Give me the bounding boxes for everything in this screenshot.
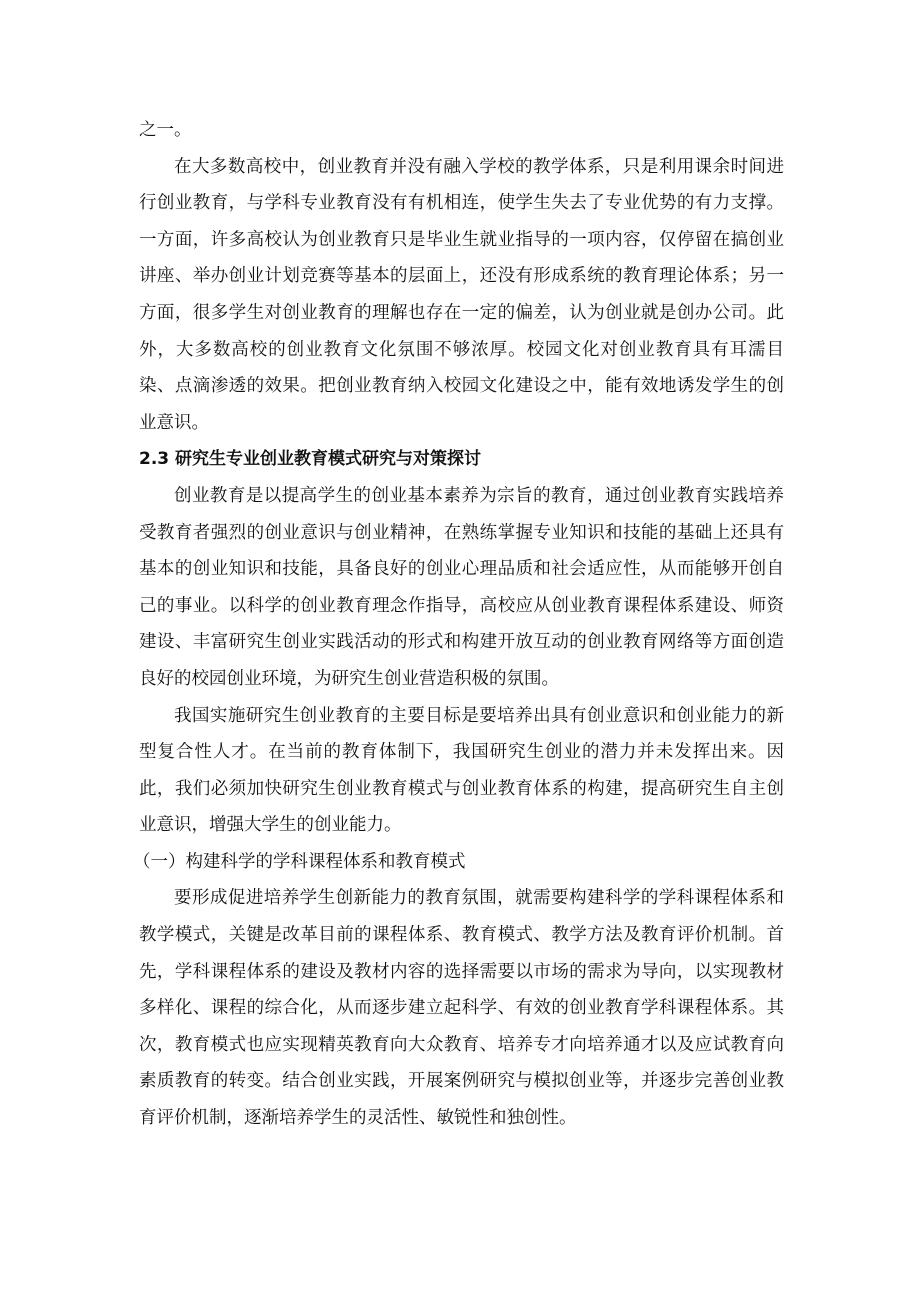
paragraph-4: 要形成促进培养学生创新能力的教育氛围，就需要构建科学的学科课程体系和教学模式，关键是改革目前的课程体系、教育模式、教学方法及教育评价机制。首先，学科课程体系的建设及教材内容的选择需要以市场的需求为导向，以实现教材多样化、课程的综合化，从而逐步建立起科学、有效的创业教育学科课程体系。其次，教育模式也应实现精英教育向大众教育、培养专才向培养通才以及应试教育向素质教育的转变。结合创业实践，开展案例研究与模拟创业等，并逐步完善创业教育评价机制，逐渐培养学生的灵活性、敏锐性和独创性。 <box>139 888 784 1129</box>
document-body <box>133 112 784 1137</box>
subsection-heading: （一）构建科学的学科课程体系和教育模式 <box>133 851 466 872</box>
paragraph-1: 在大多数高校中，创业教育并没有融入学校的教学体系，只是利用课余时间进行创业教育，与学科专业教育没有有机相连，使学生失去了专业优势的有力支撑。一方面，许多高校认为创业教育只是毕业生就业指导的一项内容，仅停留在搞创业讲座、举办创业计划竞赛等基本的层面上，还没有形成系统的教育理论体系；另一方面，很多学生对创业教育的理解也存在一定的偏差，认为创业就是创办公司。此外，大多数高校的创业教育文化氛围不够浓厚。校园文化对创业教育具有耳濡目染、点滴渗透的效果。把创业教育纳入校园文化建设之中，能有效地诱发学生的创业意识。 <box>139 156 784 433</box>
paragraph-3: 我国实施研究生创业教育的主要目标是要培养出具有创业意识和创业能力的新型复合性人才。在当前的教育体制下，我国研究生创业的潜力并未发挥出来。因此，我们必须加快研究生创业教育模式与创业教育体系的构建，提高研究生自主创业意识，增强大学生的创业能力。 <box>139 705 784 836</box>
section-heading: 2.3 研究生专业创业教育模式研究与对策探讨 <box>139 449 482 470</box>
paragraph-2: 创业教育是以提高学生的创业基本素养为宗旨的教育，通过创业教育实践培养受教育者强烈的创业意识与创业精神，在熟练掌握专业知识和技能的基础上还具有基本的创业知识和技能，具备良好的创业心理品质和社会适应性，从而能够开创自己的事业。以科学的创业教育理念作指导，高校应从创业教育课程体系建设、师资建设、丰富研究生创业实践活动的形式和构建开放互动的创业教育网络等方面创造良好的校园创业环境，为研究生创业营造积极的氛围。 <box>139 485 784 689</box>
continuation-text: 之一。 <box>139 120 192 140</box>
